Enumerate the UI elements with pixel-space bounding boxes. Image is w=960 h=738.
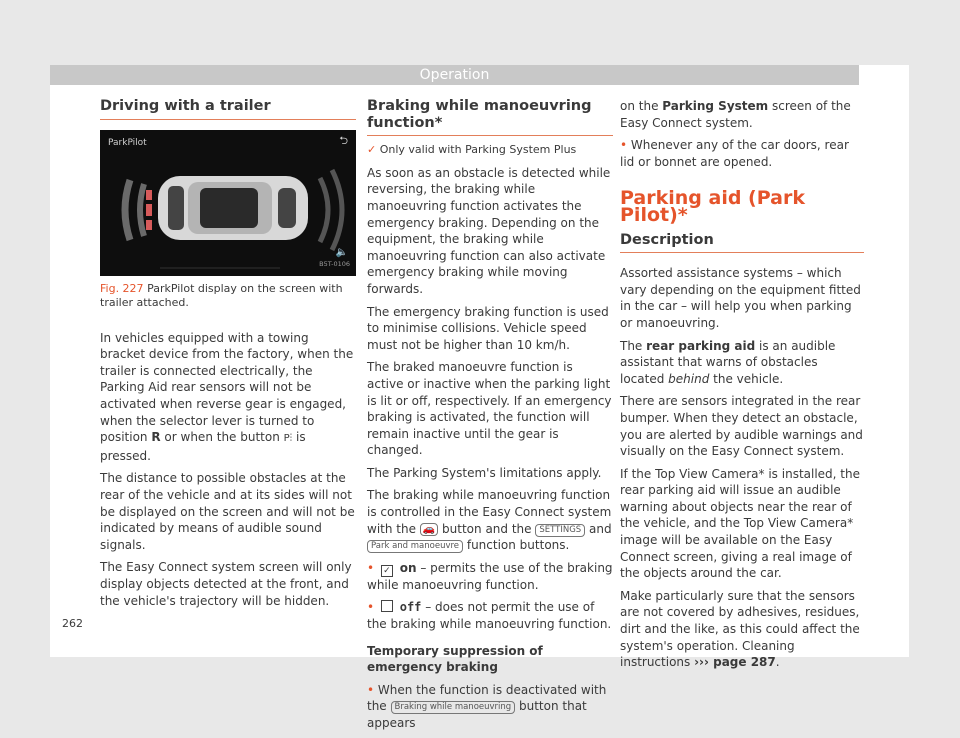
text: The — [620, 338, 647, 353]
text: button and the — [438, 521, 536, 536]
off-label: off — [399, 600, 422, 615]
paragraph: The Easy Connect system screen will only display objects detected at the front, and the vehicle's trajectory will be hidden. — [100, 560, 352, 608]
text: Make particularly sure that the sensors are not covered by adhesives, residues, dirt and the like, as this could affect the system's operation. Cleaning instructions — [620, 588, 860, 670]
bullet-off — [367, 599, 613, 632]
bullet — [367, 682, 613, 732]
page-number: 262 — [62, 617, 83, 630]
bullet-icon: • — [367, 600, 375, 615]
parkpilot-figure — [100, 130, 356, 276]
empty-checkbox-icon — [381, 600, 393, 612]
checked-checkbox-icon: ✓ — [381, 565, 393, 577]
bullet-icon: • — [367, 682, 375, 697]
section-rule — [620, 252, 864, 253]
caption-text: ParkPilot display on the screen with trailer attached. — [100, 281, 343, 309]
text: . — [775, 655, 780, 670]
text: – permits the use of the braking while manoeuvring function. — [367, 560, 613, 592]
column-3 — [620, 98, 864, 677]
paragraph: As soon as an obstacle is detected while reversing, the braking while manoeuvring function activates the emergency braking. Depending on the equipment, the braking while manoeuvring function can also activate emergency braking while moving forwards. — [367, 165, 611, 296]
car-button-icon: 🚗 — [420, 523, 438, 536]
paragraph — [620, 588, 864, 671]
back-arrow-icon: ⮌ — [339, 133, 348, 147]
section-title: Braking while manoeuvring function* — [367, 98, 592, 131]
section-rule — [367, 135, 613, 136]
car-illustration — [100, 130, 356, 276]
page-header: Operation — [50, 65, 859, 85]
caption-label: Fig. 227 — [100, 281, 144, 295]
subheading-text: Temporary suppression of emergency braking — [367, 643, 543, 675]
text: the vehicle. — [709, 371, 784, 386]
paragraph — [100, 330, 356, 465]
text: is an audible assistant that warns of obstacles located — [620, 338, 836, 386]
validity-note — [367, 142, 613, 159]
figure-code: B5T-0106 — [319, 260, 350, 268]
chapter-title: Parking aid (Park Pilot)* — [620, 187, 805, 226]
subsection-title: Description — [620, 231, 714, 248]
figure-caption — [100, 282, 356, 310]
text: – does not permit the use of the braking while manoeuvring function. — [367, 600, 612, 632]
text: rear parking aid — [646, 338, 756, 353]
paragraph — [367, 487, 613, 553]
paragraph: The distance to possible obstacles at the rear of the vehicle and at its sides will not be displayed on the screen and will not be indicated by means of audible sound signals. — [100, 471, 355, 552]
on-label: on — [399, 560, 417, 575]
paragraph: The emergency braking function is used to minimise collisions. Vehicle speed must not be higher than 10 km/h. — [367, 304, 609, 352]
paragraph: If the Top View Camera* is installed, the rear parking aid will issue an audible warning about objects near the rear of the vehicle, and the Top View Camera* image will be available on the Easy Connect screen, giving a real image of the objects around the car. — [620, 466, 860, 581]
text: When the function is deactivated with the — [367, 682, 607, 714]
paragraph: Assorted assistance systems – which vary depending on the equipment fitted in the car – will help you when parking or manoeuvring. — [620, 266, 861, 330]
paragraph: The Parking System's limitations apply. — [367, 465, 602, 480]
text: The braking while manoeuvring function is controlled in the Easy Connect system with the — [367, 488, 612, 536]
page-link[interactable]: ››› page 287 — [694, 655, 776, 670]
section-rule — [100, 119, 356, 120]
bullet-icon: • — [620, 138, 628, 153]
bullet-icon: • — [367, 560, 375, 575]
braking-while-manoeuvring-button: Braking while manoeuvring — [391, 701, 516, 714]
check-icon: ✓ — [367, 143, 377, 157]
screen-label: ParkPilot — [108, 137, 147, 148]
column-1 — [100, 98, 356, 615]
column-2 — [367, 98, 613, 738]
text: function buttons. — [463, 538, 570, 553]
bullet — [620, 137, 864, 170]
text: Whenever any of the car doors, rear lid or bonnet are opened. — [620, 138, 849, 169]
paragraph — [620, 98, 864, 131]
text: on the — [620, 99, 663, 113]
paragraph: There are sensors integrated in the rear bumper. When they detect an obstacle, you are alerted by audible warnings and visually on the Easy Connect system. — [620, 394, 863, 459]
gear-r: R — [151, 430, 161, 445]
text: and — [585, 521, 612, 536]
text: behind — [668, 371, 710, 386]
park-button-icon: P⫶ — [283, 433, 293, 445]
speaker-icon: 🔈 — [335, 247, 348, 258]
subheading — [367, 643, 613, 676]
text: Parking System — [662, 99, 769, 113]
section-title: Driving with a trailer — [100, 98, 271, 114]
text: In vehicles equipped with a towing bracket device from the factory, when the trailer is connected electrically, the Parking Aid rear sensors will not be activated when reverse gear is engaged, when the selector lever is turned to position — [100, 330, 354, 445]
settings-button: SETTINGS — [535, 524, 585, 537]
text: is pressed. — [100, 430, 306, 463]
text: or when the button — [160, 430, 284, 445]
park-and-manoeuvre-button: Park and manoeuvre — [367, 540, 463, 553]
bullet-on — [367, 560, 613, 594]
paragraph — [620, 338, 864, 388]
paragraph: The braked manoeuvre function is active or inactive when the parking light is lit or off, respectively. If an emergency braking is activated, the function will remain inactive until the gear is changed. — [367, 360, 612, 458]
text: button that appears — [367, 699, 587, 730]
note-text: Only valid with Parking System Plus — [379, 143, 577, 157]
text: screen of the Easy Connect system. — [620, 99, 851, 130]
